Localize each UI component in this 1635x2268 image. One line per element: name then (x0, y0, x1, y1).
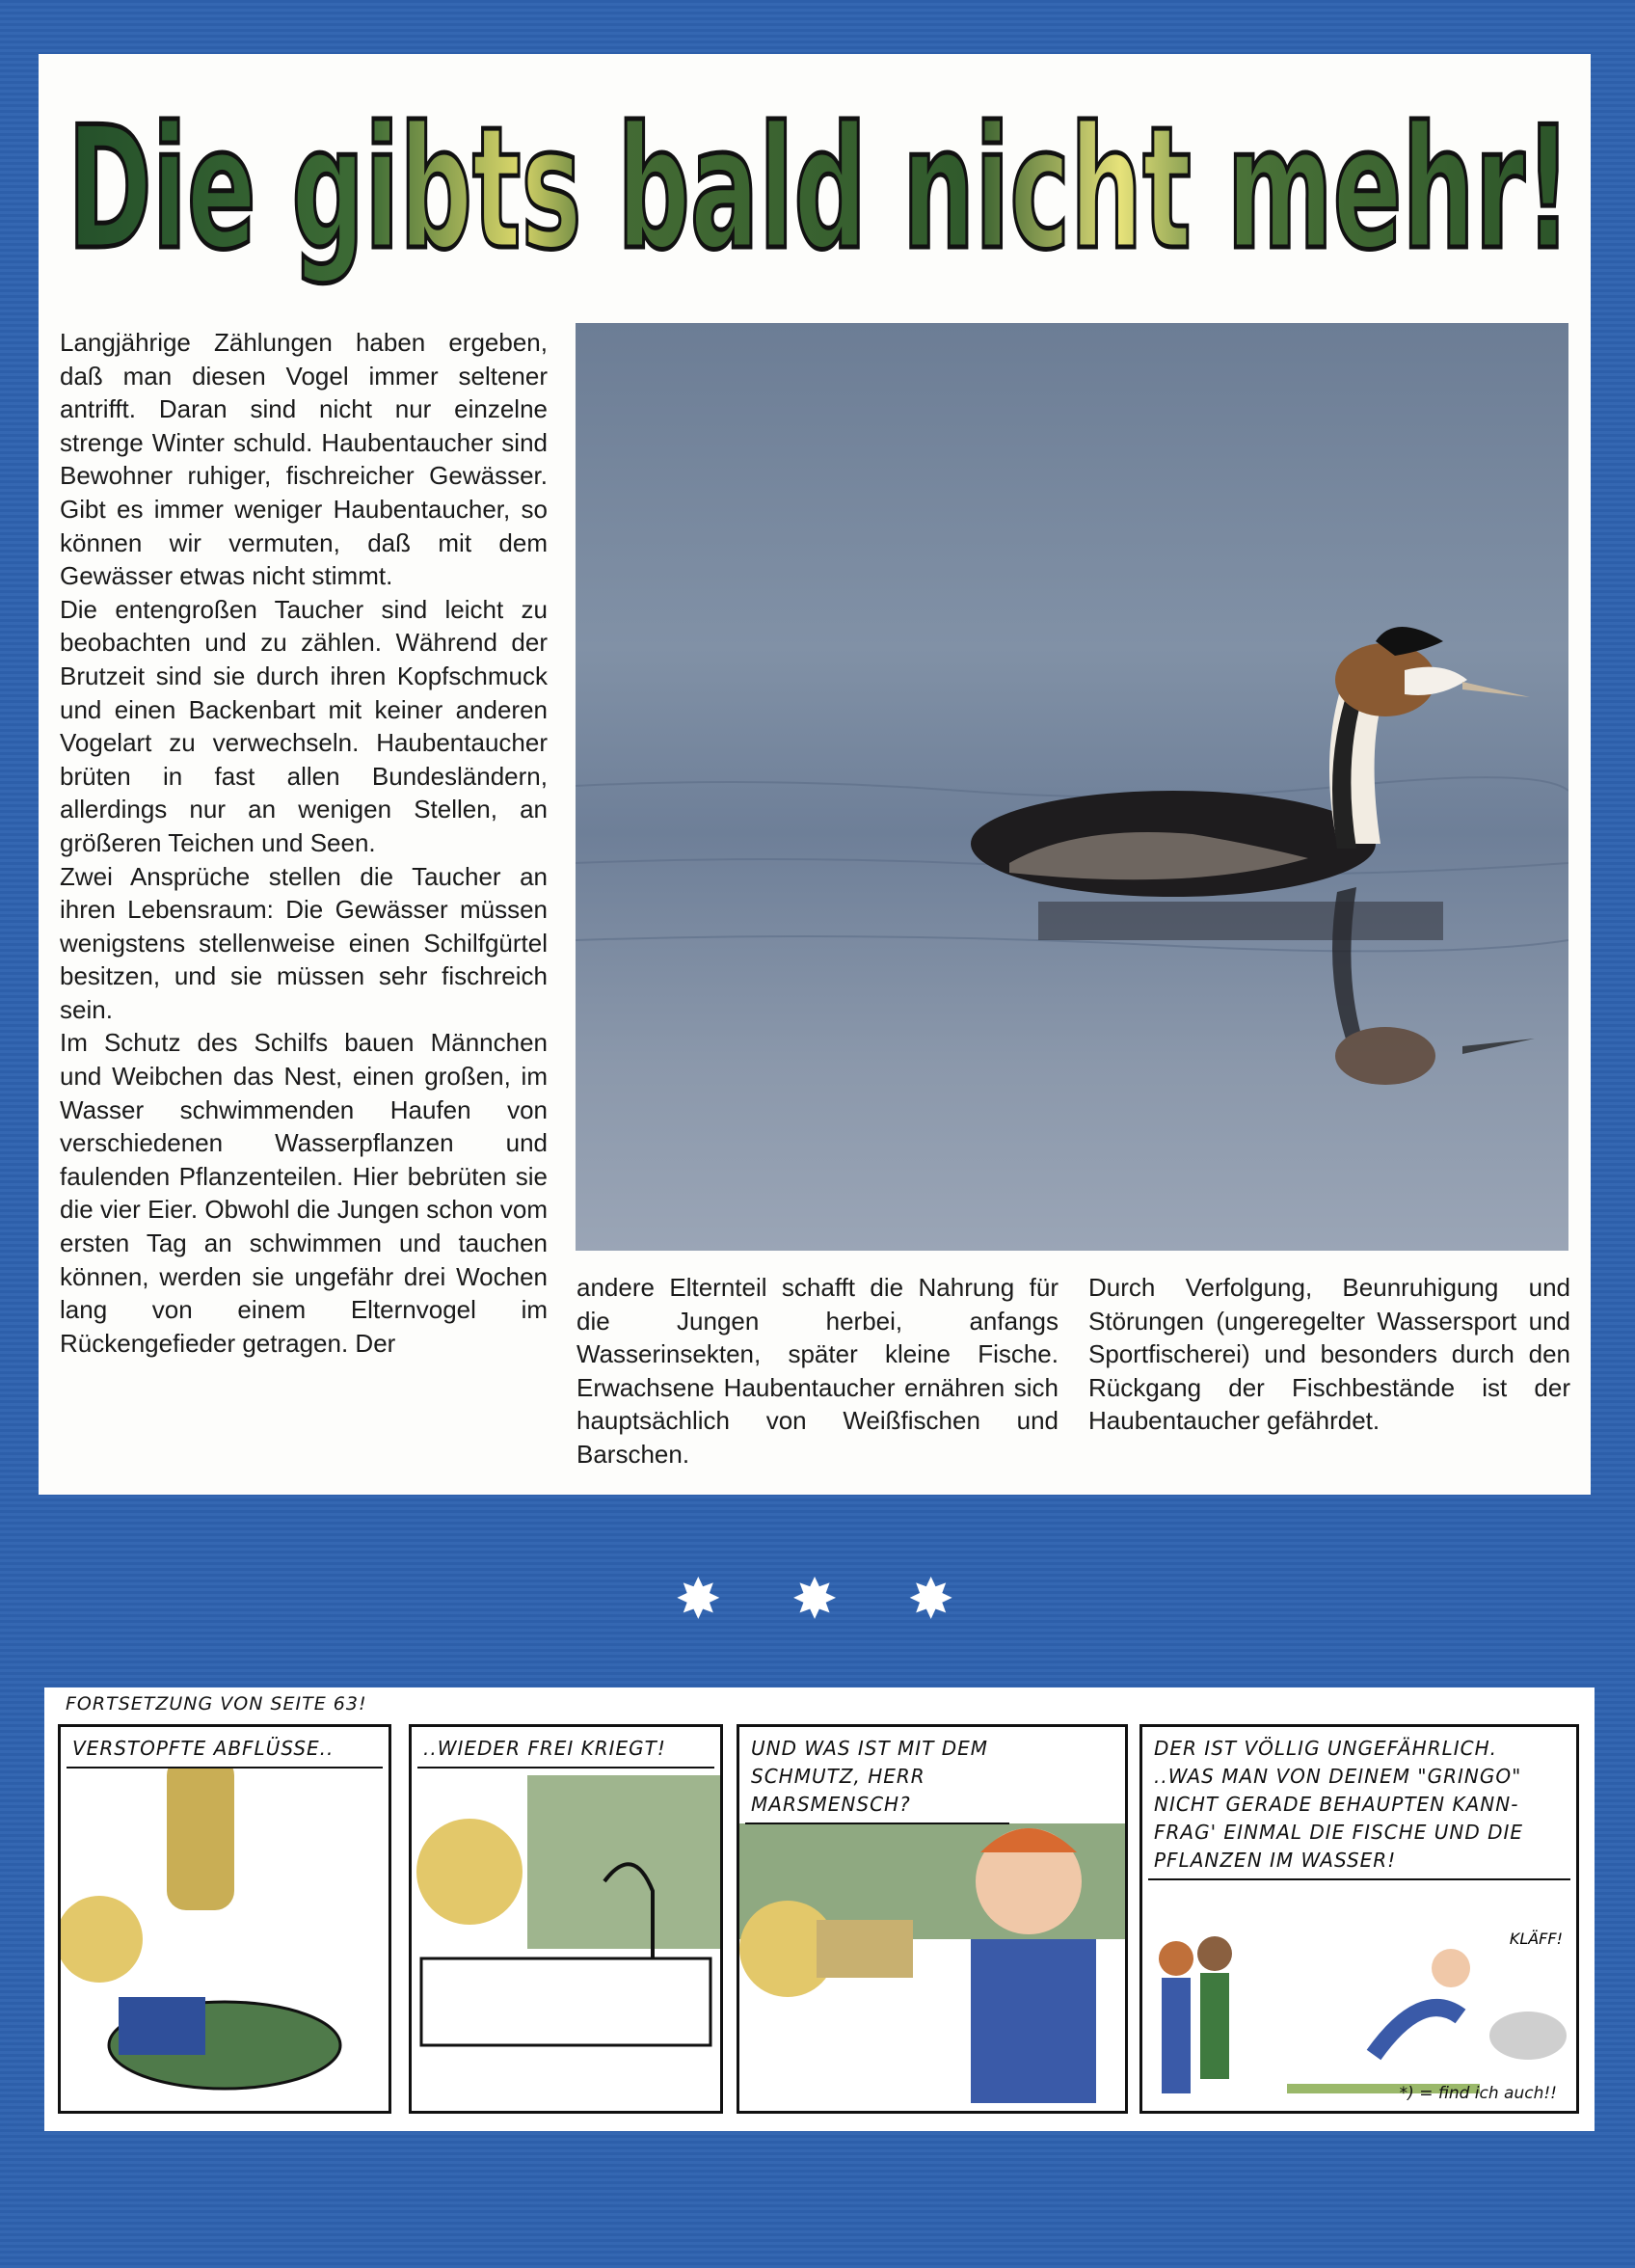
comic-panel-2 (409, 1724, 723, 2114)
speech-bubble: ..WIEDER FREI KRIEGT! (417, 1731, 714, 1768)
paragraph: Die entengroßen Taucher sind leicht zu beobachten und zu zählen. Während der Brutzeit sind sie durch ihren Kopfschmuck und einen Backenbart mit keiner anderen Vogelart zu verwechseln. Haubentaucher brüten in fast allen Bundesländern, allerdings nur an wenigen Stellen, an größeren Teichen und Seen. (60, 594, 548, 857)
comic-panel-4 (1139, 1724, 1579, 2114)
star-icon: ✸ (791, 1568, 839, 1631)
continuation-note: FORTSETZUNG VON SEITE 63! (66, 1693, 367, 1714)
paragraph: andere Elternteil schafft die Nahrung für die Jungen herbei, anfangs Wasserinsekten, später kleine Fische. Erwachsene Haubentaucher ernähren sich hauptsächlich von Weißfischen und Barschen. (576, 1273, 1059, 1469)
speech-bubble: UND WAS IST MIT DEM SCHMUTZ, HERR MARSMENSCH? (745, 1731, 1009, 1824)
speech-bubble: VERSTOPFTE ABFLÜSSE.. (67, 1731, 383, 1768)
paragraph: Durch Verfolgung, Beunruhigung und Störungen (ungeregelter Wassersport und Sportfischerei) und besonders durch den Rückgang der Fischbestände ist der Haubentaucher gefährdet. (1088, 1273, 1570, 1436)
text-column-2 (576, 1271, 1059, 1472)
paragraph: Zwei Ansprüche stellen die Taucher an ihren Lebensraum: Die Gewässer müssen wenigstens stellenweise einen Schilfgürtel besitzen, und sie müssen sehr fischreich sein. (60, 861, 548, 1024)
comic-strip (44, 1688, 1595, 2131)
article-title-text: Die gibts bald nicht mehr! (67, 92, 1571, 287)
paragraph: Langjährige Zählungen haben ergeben, daß man diesen Vogel immer seltener antrifft. Daran sind nicht nur einzelne strenge Winter schuld. Haubentaucher sind Bewohner ruhiger, fischreicher Gewässer. Gibt es immer weniger Haubentaucher, so können wir vermuten, daß mit dem Gewässer etwas nicht stimmt. (60, 328, 548, 591)
article (39, 54, 1591, 1495)
star-separator (675, 1568, 954, 1631)
star-icon: ✸ (907, 1568, 954, 1631)
grebe-photo (576, 323, 1568, 1251)
comic-panel-3 (737, 1724, 1128, 2114)
speech-bubble: DER IST VÖLLIG UNGEFÄHRLICH. ..WAS MAN VON DEINEM "GRINGO" NICHT GERADE BEHAUPTEN KANN- FRAG' EINMAL DIE FISCHE UND DIE PFLANZEN IM WASSER! (1148, 1731, 1570, 1880)
footnote: *) = find ich auch!! (1399, 2084, 1557, 2103)
text-column-1 (60, 326, 548, 1360)
paragraph: Im Schutz des Schilfs bauen Männchen und Weibchen das Nest, einen großen, im Wasser schwimmenden Haufen von verschiedenen Wasserpflanzen und faulenden Pflanzenteilen. Hier bebrüten sie die vier Eier. Obwohl die Jungen schon vom ersten Tag an schwimmen und tauchen können, werden sie ungefähr drei Wochen lang von einem Elternvogel im Rückengefieder getragen. Der (60, 1028, 548, 1358)
text-column-3 (1088, 1271, 1570, 1438)
sound-effect: KLÄFF! (1509, 1930, 1563, 1948)
star-icon: ✸ (675, 1568, 722, 1631)
article-title (58, 83, 1581, 324)
comic-panel-1 (58, 1724, 391, 2114)
